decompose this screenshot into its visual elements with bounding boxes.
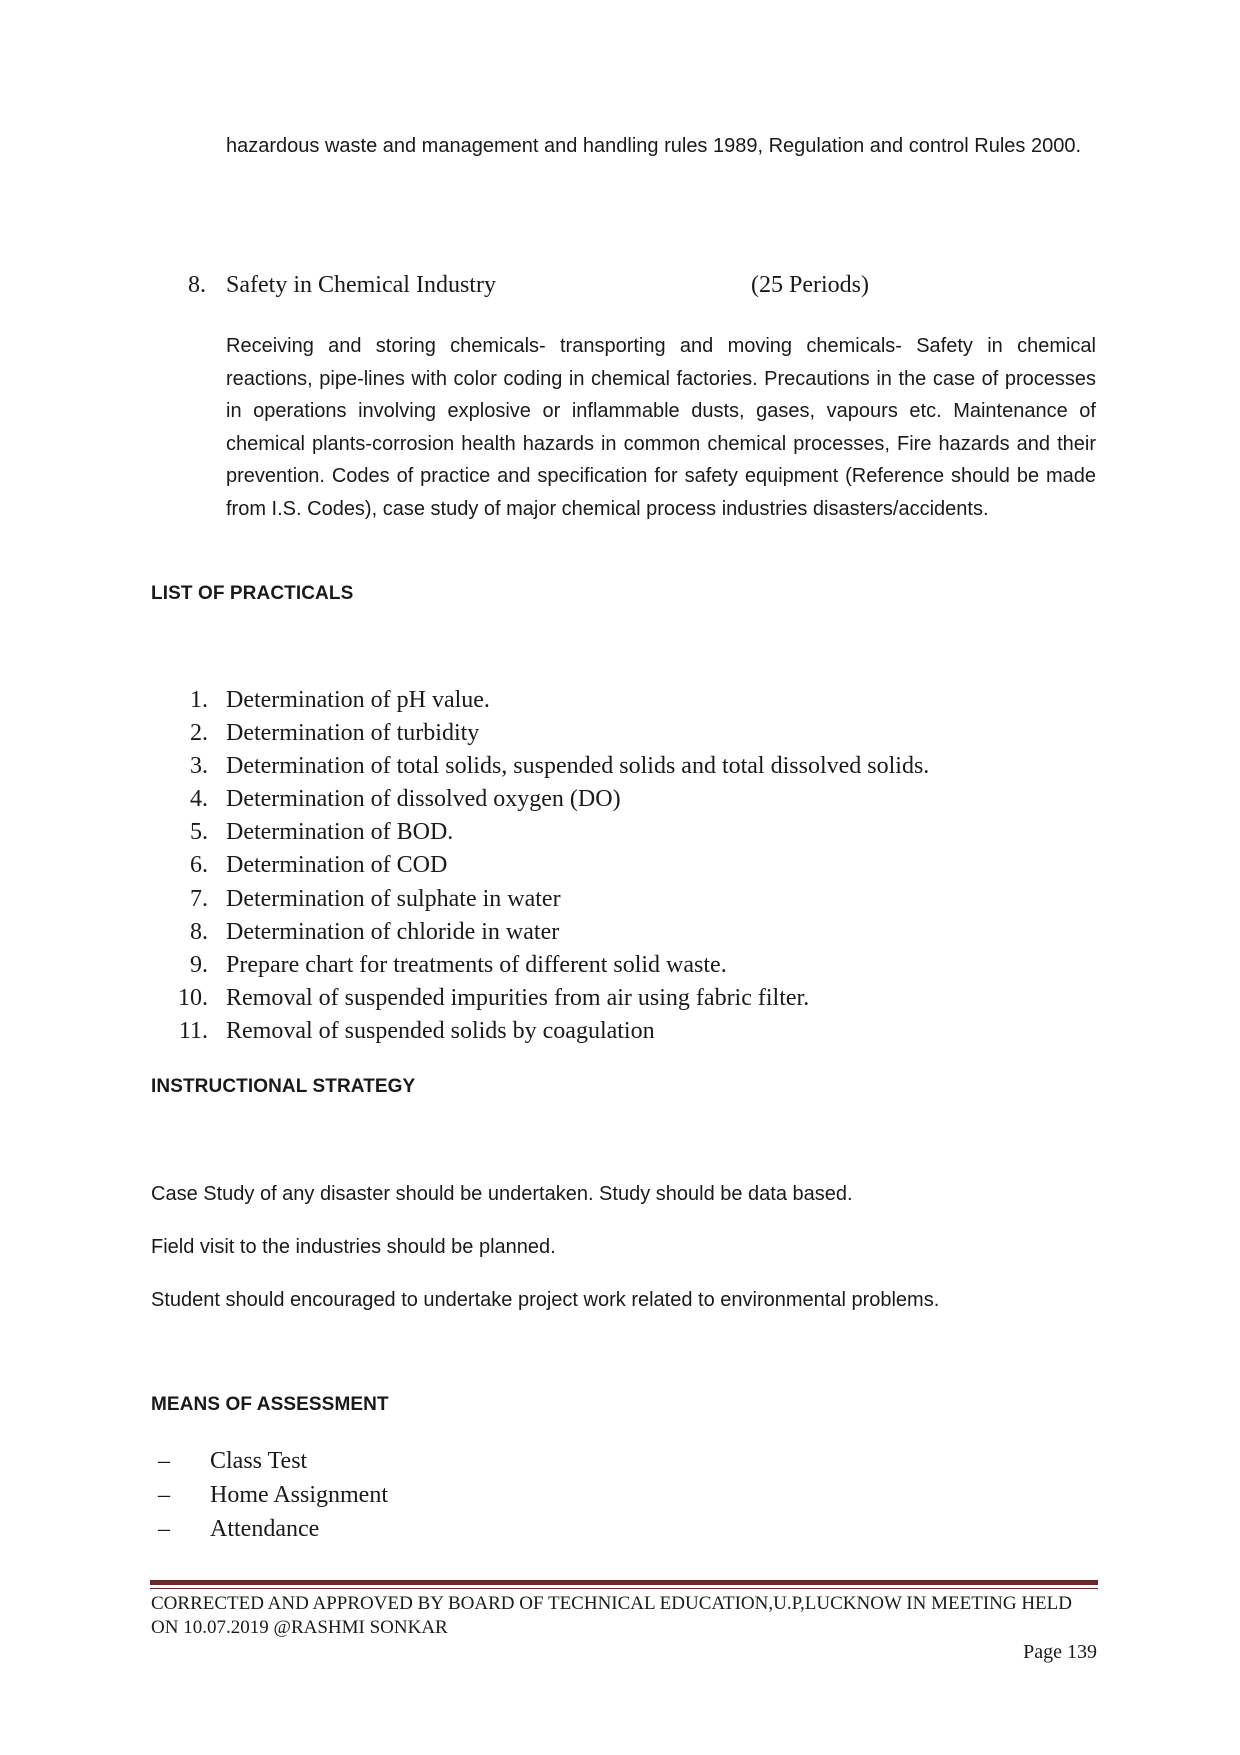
list-item-text: Determination of turbidity (226, 720, 480, 747)
dash-bullet: – (158, 1482, 170, 1508)
list-item-number: 11. (178, 1017, 208, 1044)
list-item-number: 4. (190, 786, 208, 813)
list-item (150, 717, 1050, 750)
footer-divider (150, 1580, 1098, 1585)
strategy-heading: INSTRUCTIONAL STRATEGY (151, 1076, 416, 1097)
list-item (150, 1015, 1050, 1048)
list-item-text: Determination of COD (226, 852, 448, 879)
practicals-list (150, 684, 1050, 1048)
list-item-text: Removal of suspended impurities from air using fabric filter. (226, 984, 810, 1011)
list-item-number: 10. (178, 984, 208, 1011)
list-item-text: Determination of chloride in water (226, 918, 560, 945)
list-item-text: Attendance (210, 1516, 320, 1542)
list-item (150, 783, 1050, 816)
list-item (150, 849, 1050, 882)
continuation-paragraph: hazardous waste and management and handling rules 1989, Regulation and control Rules 2000. (226, 135, 1082, 157)
section-periods: (25 Periods) (751, 272, 869, 298)
list-item-number: 3. (190, 753, 208, 780)
list-item (150, 816, 1050, 849)
strategy-line: Case Study of any disaster should be undertaken. Study should be data based. (151, 1183, 853, 1205)
list-item (150, 750, 1050, 783)
assessment-heading: MEANS OF ASSESSMENT (151, 1394, 389, 1415)
list-item-number: 8. (190, 918, 208, 945)
list-item-text: Class Test (210, 1448, 308, 1474)
list-item-text: Removal of suspended solids by coagulation (226, 1017, 655, 1044)
dash-bullet: – (158, 1516, 170, 1542)
page-number: Page 139 (1023, 1641, 1097, 1663)
list-item (150, 883, 1050, 916)
list-item-text: Prepare chart for treatments of different solid waste. (226, 951, 727, 978)
list-item-text: Home Assignment (210, 1482, 388, 1508)
section-8-heading (188, 268, 1088, 302)
list-item-text: Determination of BOD. (226, 819, 454, 846)
list-item-text: Determination of sulphate in water (226, 885, 561, 912)
list-item-number: 5. (190, 819, 208, 846)
strategy-line: Student should encouraged to undertake project work related to environmental problems. (151, 1289, 940, 1311)
list-item-text: Determination of dissolved oxygen (DO) (226, 786, 621, 813)
section-number: 8. (188, 272, 206, 298)
footer-divider-thin (150, 1588, 1098, 1589)
list-item (150, 949, 1050, 982)
practicals-heading: LIST OF PRACTICALS (151, 583, 354, 604)
list-item-text: Determination of total solids, suspended solids and total dissolved solids. (226, 753, 930, 780)
list-item (150, 684, 1050, 717)
dash-bullet: – (158, 1448, 170, 1474)
list-item-number: 9. (190, 951, 208, 978)
list-item-number: 1. (190, 687, 208, 713)
list-item (150, 916, 1050, 949)
list-item-number: 2. (190, 720, 208, 747)
footer-approval-text: CORRECTED AND APPROVED BY BOARD OF TECHNICAL EDUCATION,U.P,LUCKNOW IN MEETING HELD ON 10.07.2019 @RASHMI SONKAR (151, 1593, 1072, 1638)
list-item-number: 6. (190, 852, 208, 879)
strategy-line: Field visit to the industries should be planned. (151, 1236, 556, 1258)
section-title: Safety in Chemical Industry (226, 272, 496, 298)
list-item-text: Determination of pH value. (226, 687, 490, 713)
section-8-body: Receiving and storing chemicals- transporting and moving chemicals- Safety in chemical reactions, pipe-lines with color coding in chemical factories. Precautions in the case of processes in operations involving explosive or inflammable dusts, gases, vapours etc. Maintenance of chemical plants-corrosion health hazards in common chemical processes, Fire hazards and their prevention. Codes of practice and specification for safety equipment (Reference should be made from I.S. Codes), case study of major chemical process industries disasters/accidents. (226, 335, 1096, 520)
list-item (150, 982, 1050, 1015)
list-item-number: 7. (190, 885, 208, 912)
